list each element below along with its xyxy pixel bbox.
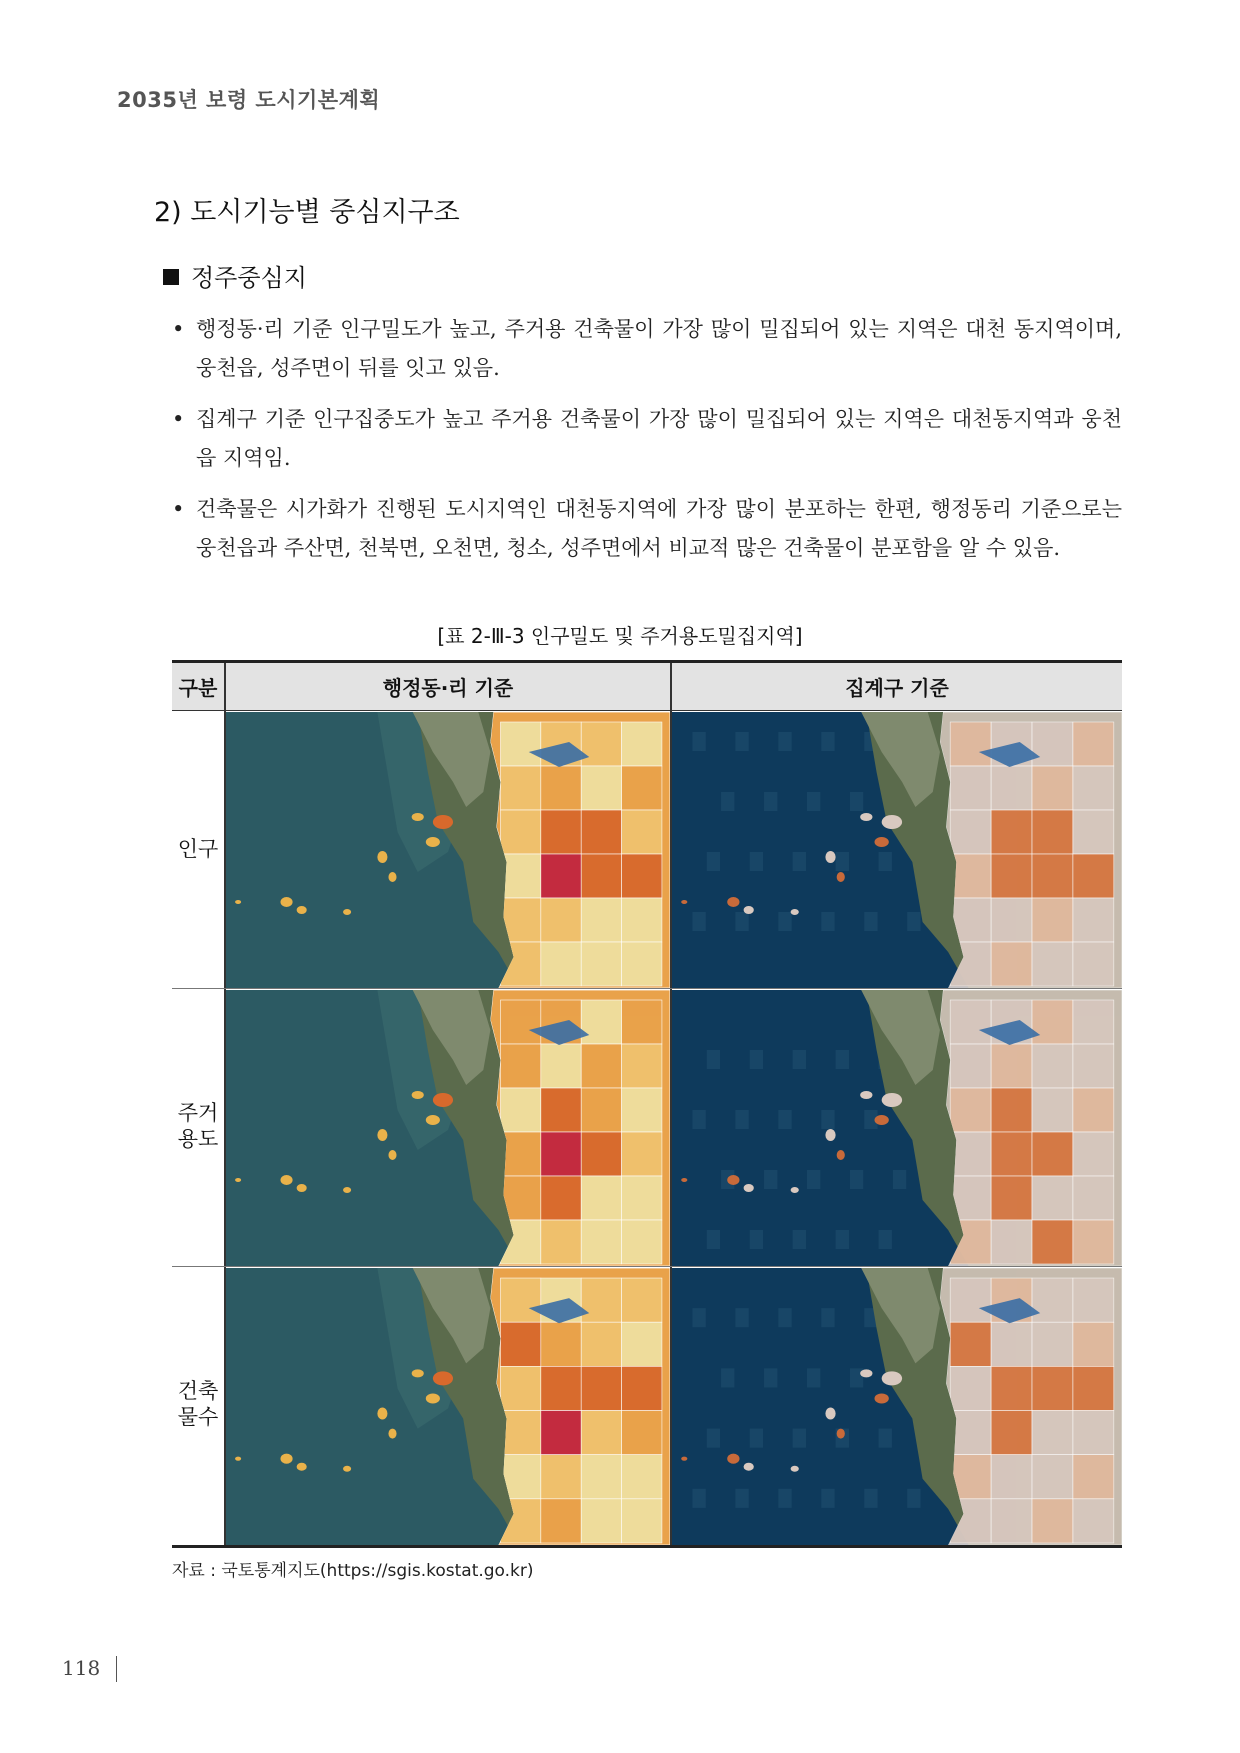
page-number-divider	[116, 1656, 117, 1682]
bullet-list	[172, 310, 1122, 580]
bullet-text: 집계구 기준 인구집중도가 높고 주거용 건축물이 가장 많이 밀집되어 있는 지역은 대천동지역과 웅천읍 지역임.	[196, 407, 1122, 470]
table-caption: [표 2-Ⅲ-3 인구밀도 및 주거용도밀집지역]	[437, 624, 803, 648]
source-note: 자료 : 국토통계지도(https://sgis.kostat.go.kr)	[172, 1561, 534, 1581]
bullet-item	[172, 490, 1122, 568]
row-divider	[172, 1266, 1122, 1267]
section-title: 2) 도시기능별 중심지구조	[154, 197, 460, 228]
map-unit-population	[672, 712, 1122, 988]
table-bottom-rule	[172, 1545, 1122, 1548]
map-graphic	[672, 1268, 1122, 1545]
bullet-text: 건축물은 시가화가 진행된 도시지역인 대천동지역에 가장 많이 분포하는 한편, 행정동리 기준으로는 웅천읍과 주산면, 천북면, 오천면, 청소, 성주면에서 비교적 많은 건축물이 분포함을 알 수 있음.	[196, 497, 1122, 560]
map-graphic	[226, 1268, 670, 1545]
header-unit-basis: 집계구 기준	[672, 663, 1122, 710]
bullet-text: 행정동·리 기준 인구밀도가 높고, 주거용 건축물이 가장 많이 밀집되어 있는 지역은 대천 동지역이며, 웅천읍, 성주면이 뒤를 잇고 있음.	[196, 317, 1122, 380]
row-label-residential: 주거 용도	[177, 1101, 219, 1151]
map-admin-buildings	[226, 1268, 670, 1545]
map-admin-population	[226, 712, 670, 988]
running-header: 2035년 보령 도시기본계획	[117, 88, 381, 112]
bullet-item	[172, 400, 1122, 478]
header-rule	[172, 710, 1122, 711]
map-admin-residential	[226, 990, 670, 1266]
bullet-dot-icon: •	[172, 317, 185, 341]
bullet-dot-icon: •	[172, 407, 185, 431]
row-divider	[172, 988, 1122, 989]
map-graphic	[672, 712, 1122, 988]
map-unit-residential	[672, 990, 1122, 1266]
bullet-dot-icon: •	[172, 497, 185, 521]
map-table	[172, 660, 1122, 1548]
row-label-buildings: 건축 물수	[177, 1379, 219, 1429]
square-bullet-icon	[163, 269, 179, 285]
map-graphic	[226, 990, 670, 1266]
map-graphic	[226, 712, 670, 988]
row-label-population: 인구	[177, 837, 219, 861]
map-unit-buildings	[672, 1268, 1122, 1545]
page-number: 118	[62, 1656, 101, 1680]
bullet-item	[172, 310, 1122, 388]
subsection-heading	[163, 258, 307, 293]
header-gubun: 구분	[172, 663, 224, 710]
header-admin-basis: 행정동·리 기준	[226, 663, 670, 710]
map-graphic	[672, 990, 1122, 1266]
subsection-title: 정주중심지	[191, 264, 307, 292]
